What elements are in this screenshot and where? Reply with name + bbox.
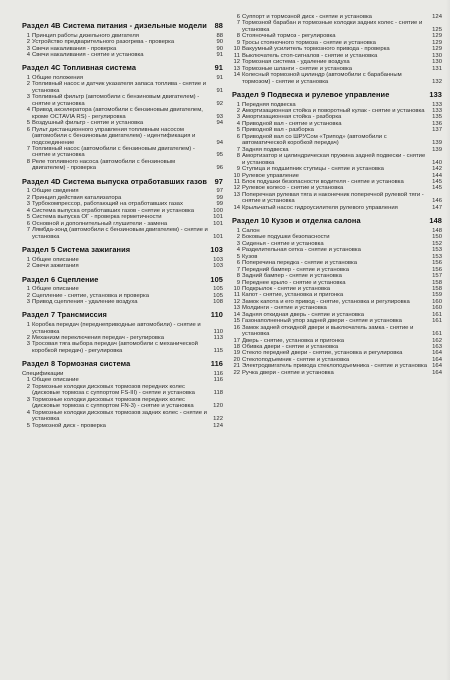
toc-entry (232, 134, 442, 147)
entry-title: Электродвигатель привода стеклоподъемника - снятие и установка (242, 363, 427, 370)
entry-title: Общее описание (32, 256, 79, 263)
section-title: Раздел 10 Кузов и отделка салона (232, 216, 361, 226)
entry-number: 22 (233, 369, 240, 376)
entry-number: 4 (26, 409, 30, 416)
entry-title: Привод сцепления - удаление воздуха (32, 299, 138, 306)
entry-page-number: 95 (216, 152, 223, 159)
entry-page-number: 115 (213, 347, 223, 354)
toc-entry (22, 107, 223, 120)
entry-title: Воздушный фильтр - снятие и установка (32, 120, 144, 127)
entry-title: Суппорт и тормозной диск - снятие и установка (242, 14, 372, 20)
entry-page-number: 142 (432, 166, 442, 173)
entry-number: 2 (26, 334, 30, 341)
entry-number: 6 (26, 126, 30, 133)
entry-page-number: 129 (432, 33, 442, 40)
entry-title: Боковые подушки безопасности (242, 234, 330, 241)
entry-number: 18 (233, 344, 240, 351)
entry-number: 3 (26, 396, 30, 403)
entry-page-number: 150 (432, 234, 442, 241)
entry-title: Общие сведения (32, 188, 79, 195)
entry-title: Ступица и подшипник ступицы - снятие и установка (242, 166, 384, 173)
entry-title: Кузов (242, 253, 258, 260)
entry-title: Тормозной барабан и тормозные колодки задних колес - снятие и установка (242, 20, 423, 33)
entry-number: 20 (233, 356, 240, 363)
entry-number: 5 (26, 120, 30, 127)
entry-page-number: 137 (432, 127, 442, 134)
entry-page-number: 92 (216, 100, 223, 107)
entry-title: Тормозные шланги - снятие и установка (242, 65, 353, 72)
entry-number: 4 (26, 207, 30, 214)
entry-page-number: 158 (432, 285, 442, 292)
entry-page-number: 139 (432, 146, 442, 153)
entry-number: 3 (26, 299, 30, 306)
entry-number: 6 (236, 260, 240, 267)
entry-title: Колесный тормозной цилиндр (автомобили с барабанным тормозом) - снятие и установка (242, 72, 402, 85)
section-heading (22, 178, 223, 187)
toc-entry (232, 370, 442, 376)
entry-number: 5 (26, 214, 30, 221)
entry-page-number: 88 (216, 32, 223, 39)
entry-number: 10 (233, 285, 240, 292)
entry-title: Приводной вал - разборка (242, 127, 314, 134)
entry-number: 21 (233, 363, 240, 370)
entry-title: Выключатель стоп-сигналов - снятие и установка (242, 52, 378, 59)
section-title: Раздел 4В Система питания - дизельные модели (22, 21, 207, 30)
entry-number: 8 (26, 158, 30, 165)
section-heading (232, 217, 442, 226)
entry-number: 2 (26, 383, 30, 390)
entry-title: Дверь - снятие, установка и пригонка (242, 337, 345, 344)
entry-number: 9 (236, 166, 240, 173)
entry-title: Принцип работы дизельного двигателя (32, 32, 139, 39)
entry-number: 1 (26, 377, 30, 384)
page-edge-shadow (446, 0, 450, 680)
entry-title: Общее описание (32, 286, 79, 293)
entry-page-number: 145 (432, 179, 442, 186)
entry-title: Система выпуска отработавших газов - снятие и установка (32, 207, 195, 214)
entry-page-number: 146 (432, 198, 442, 205)
entry-page-number: 159 (432, 292, 442, 299)
entry-page-number: 131 (432, 65, 442, 72)
entry-page-number: 93 (216, 113, 223, 120)
entry-number: 1 (26, 286, 30, 293)
entry-title: Капот - снятие, установка и пригонка (242, 292, 344, 299)
entry-number: 5 (236, 127, 240, 134)
entry-number: 8 (236, 153, 240, 160)
entry-page-number: 125 (432, 26, 442, 33)
entry-page-number: 156 (432, 260, 442, 267)
entry-title: Приводной вал - снятие и установка (242, 120, 342, 127)
entry-title: Подкрылок - снятие и установка (242, 285, 331, 292)
entry-title: Задняя подвеска (242, 146, 289, 153)
entry-number: 19 (233, 350, 240, 357)
toc-entry (22, 52, 223, 58)
section-page-number: 133 (429, 89, 442, 99)
entry-title: Амортизатор и цилиндрическая пружина задней подвески - снятие и установка (242, 153, 426, 166)
entry-page-number: 164 (432, 369, 442, 376)
entry-title: Привод акселератора (автомобили с бензиновым двигателем, кроме OCTAVIA RS) - регулировка (32, 107, 203, 120)
entry-page-number: 133 (432, 108, 442, 115)
entry-number: 7 (236, 146, 240, 153)
entry-page-number: 130 (432, 59, 442, 66)
entry-page-number: 91 (216, 51, 223, 58)
entry-page-number: 144 (432, 172, 442, 179)
entry-page-number: 96 (216, 165, 223, 172)
entry-number: 2 (26, 292, 30, 299)
entry-page-number: 113 (213, 334, 223, 341)
entry-page-number: 101 (213, 233, 223, 240)
entry-number: 2 (236, 234, 240, 241)
entry-title: Сиденья - снятие и установка (242, 240, 324, 247)
entry-number: 10 (233, 172, 240, 179)
entry-title: Реле топливного насоса (автомобили с бензиновым двигателем) - проверка (32, 158, 176, 172)
entry-number: 6 (26, 220, 30, 227)
entry-title: Система выпуска ОГ - проверка герметичности (32, 214, 162, 221)
entry-title: Топливный насос и датчик указателя запаса топлива - снятие и установка (32, 81, 207, 94)
section-page-number: 103 (210, 245, 223, 255)
entry-title: Салон (242, 227, 260, 234)
entry-page-number: 161 (432, 318, 442, 325)
entry-title: Стеклоподъемник - снятие и установка (242, 356, 350, 363)
entry-title: Сцепление - снятие, установка и проверка (32, 292, 149, 299)
toc-entry (22, 263, 223, 269)
entry-title: Топливный фильтр (автомобили с бензиновым двигателем) - снятие и установка (32, 94, 200, 107)
entry-number: 9 (236, 279, 240, 286)
toc-entry (22, 423, 223, 429)
entry-title: Молдинги - снятие и установка (242, 305, 327, 312)
entry-page-number: 157 (432, 273, 442, 280)
entry-page-number: 130 (432, 52, 442, 59)
toc-entry (22, 94, 223, 107)
toc-entry (22, 384, 223, 397)
entry-page-number: 91 (216, 87, 223, 94)
entry-title: Спецификации (22, 370, 64, 377)
entry-page-number: 103 (213, 263, 223, 270)
entry-title: Турбокомпрессор, работающий на отработавших газах (32, 201, 183, 208)
entry-title: Тросы стояночного тормоза - снятие и установка (242, 39, 376, 46)
toc-entry (22, 227, 223, 240)
section-title: Раздел 4С Топливная система (22, 63, 137, 73)
toc-entry (22, 299, 223, 305)
entry-title: Блок подушки безопасности водителя - снятие и установка (242, 179, 404, 186)
section-heading (22, 276, 223, 285)
entry-page-number: 116 (213, 377, 223, 384)
entry-title: Тормозная система - удаление воздуха (242, 59, 350, 66)
entry-number: 14 (233, 72, 240, 79)
entry-title: Задний бампер - снятие и установка (242, 273, 342, 280)
entry-title: Замок капота и его привод - снятие, установка и регулировка (242, 298, 410, 305)
entry-title: Тормозные колодки дисковых тормозов передних колес (дисковые тормоза с суппортом FS-III) - снятие и установка (32, 383, 195, 397)
entry-number: 14 (233, 204, 240, 211)
entry-page-number: 100 (213, 207, 223, 214)
toc-right-column (232, 14, 442, 376)
entry-title: Тормозные колодки дисковых тормозов задних колес - снятие и установка (32, 409, 207, 423)
section-title: Раздел 8 Тормозная система (22, 359, 131, 369)
entry-page-number: 133 (432, 101, 442, 108)
section-title: Раздел 4D Система выпуска отработавших газов (22, 176, 207, 186)
entry-title: Основной и дополнительный глушители - замена (32, 220, 168, 227)
section-page-number: 91 (214, 63, 223, 73)
section-page-number: 110 (210, 310, 223, 320)
entry-page-number: 94 (216, 120, 223, 127)
entry-page-number: 99 (216, 194, 223, 201)
toc-entry (232, 192, 442, 205)
entry-number: 9 (236, 39, 240, 46)
entry-number: 3 (26, 94, 30, 101)
entry-page-number: 118 (213, 390, 223, 397)
entry-number: 5 (236, 253, 240, 260)
entry-title: Стояночный тормоз - регулировка (242, 33, 336, 40)
entry-title: Коробка передач (переднеприводные автомобили) - снятие и установка (32, 322, 201, 335)
entry-number: 12 (233, 59, 240, 66)
entry-number: 1 (26, 256, 30, 263)
entry-page-number: 164 (432, 350, 442, 357)
toc-entry (232, 205, 442, 211)
entry-page-number: 110 (213, 328, 223, 335)
entry-number: 14 (233, 311, 240, 318)
entry-number: 10 (233, 46, 240, 53)
entry-number: 7 (26, 145, 30, 152)
entry-title: Передняя подвеска (242, 101, 296, 108)
entry-page-number: 161 (432, 331, 442, 338)
entry-title: Амортизационная стойка - разборка (242, 114, 342, 121)
entry-title: Разделительная сетка - снятие и установка (242, 247, 361, 254)
toc-entry (22, 127, 223, 146)
entry-title: Устройство предварительного разогрева - проверка (32, 39, 175, 46)
entry-page-number: 124 (432, 14, 442, 20)
entry-page-number: 91 (216, 75, 223, 81)
entry-title: Свечи накаливания - проверка (32, 45, 117, 52)
section-title: Раздел 6 Сцепление (22, 274, 99, 284)
entry-title: Общие положения (32, 75, 84, 81)
entry-page-number: 153 (432, 247, 442, 254)
entry-page-number: 124 (213, 422, 223, 429)
entry-page-number: 129 (432, 39, 442, 46)
entry-page-number: 129 (432, 46, 442, 53)
section-title: Раздел 7 Трансмиссия (22, 310, 107, 320)
entry-title: Свечи зажигания (32, 263, 79, 270)
toc-entry (22, 159, 223, 172)
entry-number: 11 (233, 179, 240, 186)
entry-title: Рулевое управление (242, 172, 299, 179)
section-heading (22, 246, 223, 255)
entry-number: 2 (26, 81, 30, 88)
entry-title: Газонаполненный упор задней двери - снятие и установка (242, 318, 402, 325)
section-page-number: 148 (429, 216, 442, 226)
entry-number: 15 (233, 318, 240, 325)
entry-title: Крыльчатый насос гидроусилителя рулевого управления (242, 204, 398, 211)
entry-page-number: 99 (216, 201, 223, 208)
entry-page-number: 160 (432, 305, 442, 312)
entry-number: 3 (26, 201, 30, 208)
entry-number: 6 (236, 133, 240, 140)
entry-page-number: 160 (432, 298, 442, 305)
entry-title: Передний бампер - снятие и установка (242, 266, 349, 273)
section-page-number: 97 (214, 176, 223, 186)
toc-left-column (22, 22, 223, 429)
entry-number: 3 (236, 240, 240, 247)
entry-number: 11 (233, 52, 240, 59)
entry-page-number: 163 (432, 344, 442, 351)
toc-entry (22, 397, 223, 410)
entry-page-number: 136 (432, 120, 442, 127)
toc-entry (22, 146, 223, 159)
section-page-number: 105 (210, 274, 223, 284)
entry-page-number: 152 (432, 240, 442, 247)
entry-number: 2 (26, 39, 30, 46)
entry-title: Поперечная рулевая тяга и наконечник поперечной рулевой тяги - снятие и установка (242, 191, 424, 205)
entry-page-number: 139 (432, 140, 442, 147)
entry-number: 4 (26, 107, 30, 114)
entry-number: 7 (26, 227, 30, 234)
toc-entry (232, 325, 442, 338)
entry-page-number: 103 (213, 256, 223, 263)
toc-entry (232, 72, 442, 85)
entry-page-number: 105 (213, 286, 223, 293)
section-page-number: 88 (214, 21, 223, 30)
entry-number: 3 (236, 114, 240, 121)
toc-entry (22, 410, 223, 423)
entry-number: 6 (236, 14, 240, 20)
entry-number: 1 (236, 101, 240, 108)
entry-title: Принцип действия катализатора (32, 194, 122, 201)
entry-title: Тормозные колодки дисковых тормозов передних колес (дисковые тормоза с суппортом FN-3) - снятие и установка (32, 396, 194, 410)
entry-page-number: 145 (432, 185, 442, 192)
section-page-number: 116 (210, 359, 223, 369)
toc-entry (22, 81, 223, 94)
entry-title: Поперечина передка - снятие и установка (242, 260, 357, 267)
entry-page-number: 120 (213, 403, 223, 410)
entry-number: 4 (236, 120, 240, 127)
toc-entry (232, 20, 442, 33)
entry-page-number: 116 (213, 370, 223, 377)
entry-number: 13 (233, 65, 240, 72)
toc-entry (232, 153, 442, 166)
entry-title: Обивка двери - снятие и установка (242, 344, 339, 351)
entry-number: 2 (236, 108, 240, 115)
entry-number: 16 (233, 324, 240, 331)
entry-page-number: 158 (432, 279, 442, 286)
entry-title: Ручка двери - снятие и установка (242, 369, 334, 376)
entry-number: 1 (26, 32, 30, 39)
entry-title: Задняя откидная дверь - снятие и установка (242, 311, 364, 318)
entry-page-number: 132 (432, 78, 442, 85)
entry-number: 2 (26, 194, 30, 201)
entry-title: Тросовая тяга выбора передач (автомобили с механической коробкой передач) - регулировка (32, 341, 198, 354)
entry-number: 12 (233, 298, 240, 305)
entry-number: 8 (236, 33, 240, 40)
entry-page-number: 147 (432, 204, 442, 211)
entry-page-number: 148 (432, 227, 442, 234)
entry-page-number: 101 (213, 214, 223, 221)
toc-entry (22, 322, 223, 335)
entry-title: Общее описание (32, 377, 79, 384)
entry-page-number: 161 (432, 311, 442, 318)
entry-title: Лямбда-зонд (автомобили с бензиновым двигателем) - снятие и установка (32, 227, 208, 240)
entry-page-number: 162 (432, 337, 442, 344)
section-heading (22, 64, 223, 73)
entry-title: Амортизационная стойка и поворотный кулак - снятие и установка (242, 108, 425, 115)
entry-title: Приводной вал со ШРУСом «Трипод» (автомобили с автоматической коробкой передач) (242, 133, 387, 147)
entry-title: Стекло передней двери - снятие, установка и регулировка (242, 350, 403, 357)
entry-number: 13 (233, 191, 240, 198)
section-heading (232, 91, 442, 100)
entry-page-number: 156 (432, 266, 442, 273)
entry-page-number: 164 (432, 356, 442, 363)
entry-page-number: 94 (216, 139, 223, 146)
entry-number: 4 (26, 51, 30, 58)
entry-title: Свечи накаливания - снятие и установка (32, 51, 144, 58)
entry-page-number: 140 (432, 159, 442, 166)
entry-page-number: 90 (216, 39, 223, 46)
entry-number: 1 (26, 188, 30, 195)
entry-number: 13 (233, 305, 240, 312)
entry-title: Переднее крыло - снятие и установка (242, 279, 346, 286)
entry-page-number: 97 (216, 188, 223, 195)
entry-page-number: 101 (213, 220, 223, 227)
entry-number: 12 (233, 185, 240, 192)
entry-page-number: 108 (213, 299, 223, 306)
entry-number: 3 (26, 341, 30, 348)
entry-title: Пульт дистанционного управления топливным насосом (автомобили с бензиновым двигателем) - идентификация и подсоединение (32, 126, 196, 146)
section-heading (22, 360, 223, 369)
section-heading (22, 22, 223, 31)
section-title: Раздел 5 Система зажигания (22, 245, 131, 255)
entry-number: 1 (236, 227, 240, 234)
entry-number: 2 (26, 263, 30, 270)
entry-title: Рулевое колесо - снятие и установка (242, 185, 344, 192)
entry-number: 1 (26, 75, 30, 81)
entry-title: Тормозной диск - проверка (32, 422, 106, 429)
entry-number: 8 (236, 273, 240, 280)
entry-page-number: 164 (432, 363, 442, 370)
entry-number: 17 (233, 337, 240, 344)
entry-page-number: 90 (216, 45, 223, 52)
entry-number: 1 (26, 322, 30, 329)
entry-title: Замок задней откидной двери и выключатель замка - снятие и установка (242, 324, 414, 338)
entry-number: 4 (236, 247, 240, 254)
entry-page-number: 135 (432, 114, 442, 121)
entry-title: Топливный насос (автомобили с бензиновым двигателем) - снятие и установка (32, 145, 195, 159)
section-title: Раздел 9 Подвеска и рулевое управление (232, 89, 390, 99)
entry-number: 5 (26, 422, 30, 429)
entry-page-number: 153 (432, 253, 442, 260)
entry-page-number: 105 (213, 292, 223, 299)
entry-title: Механизм переключения передач - регулировка (32, 334, 164, 341)
section-heading (22, 311, 223, 320)
entry-page-number: 122 (213, 416, 223, 423)
entry-number: 7 (236, 20, 240, 27)
entry-number: 3 (26, 45, 30, 52)
toc-entry (22, 341, 223, 354)
entry-number: 11 (233, 292, 240, 299)
entry-number: 7 (236, 266, 240, 273)
entry-title: Вакуумный усилитель тормозного привода - проверка (242, 46, 390, 53)
